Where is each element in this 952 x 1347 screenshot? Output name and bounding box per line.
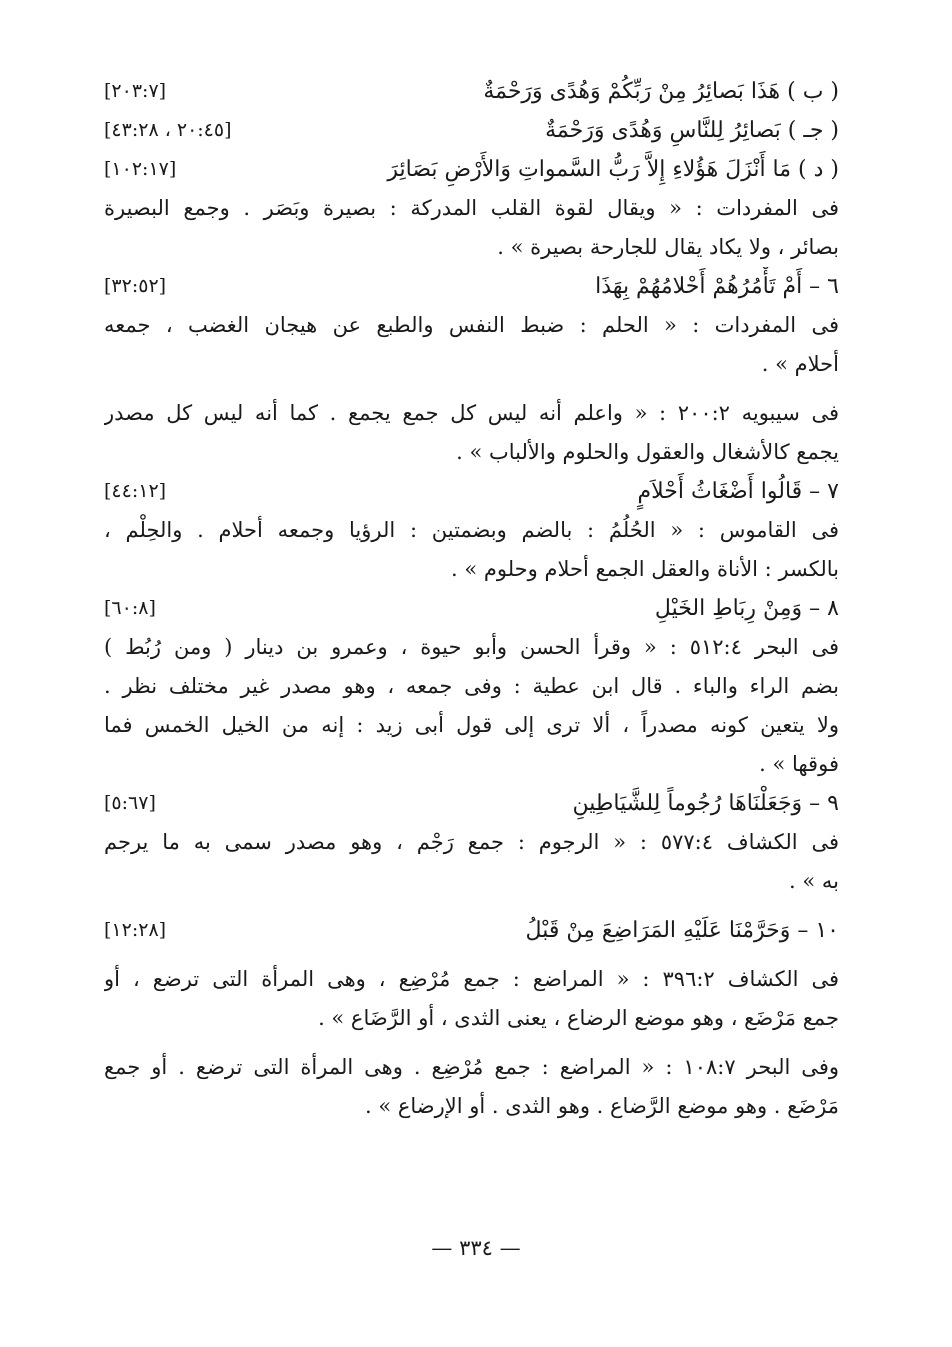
verse-reference: [٣٢:٥٢] [104, 275, 167, 297]
verse-reference: [٢٠:٤٥ ، ٤٣:٢٨] [104, 119, 232, 141]
commentary-text: به » . [789, 869, 839, 893]
commentary-line [104, 745, 839, 784]
commentary-text: جمع مَرْضَع ، وهو موضع الرضاع ، يعنى الثدى ، أو الرَّضَاع » . [318, 1006, 839, 1030]
commentary-text: فى الكشاف ٥٧٧:٤ : « الرجوم : جمع رَجْم ، وهو مصدر سمى به ما يرجم [104, 830, 839, 854]
commentary-line [104, 511, 839, 550]
commentary-line [104, 433, 839, 472]
verse-line [104, 784, 839, 823]
commentary-text: وفى البحر ١٠٨:٧ : « المراضع : جمع مُرْضِع . وهى المرأة التى ترضع . أو جمع [104, 1055, 839, 1079]
verse-reference: [١٠٢:١٧] [104, 158, 177, 180]
commentary-line [104, 228, 839, 267]
verse-text: ٩ – وَجَعَلْنَاهَا رُجُوماً لِلشَّيَاطِينِ [572, 791, 839, 816]
commentary-text: فى الكشاف ٣٩٦:٢ : « المراضع : جمع مُرْضِع ، وهى المرأة التى ترضع ، أو [104, 967, 839, 991]
commentary-line [104, 999, 839, 1038]
commentary-text: فوقها » . [759, 752, 839, 776]
commentary-text: بصائر ، ولا يكاد يقال للجارحة بصيرة » . [497, 235, 839, 259]
verse-reference: [٥:٦٧] [104, 792, 156, 814]
verse-line [104, 267, 839, 306]
commentary-line [104, 394, 839, 433]
commentary-line [104, 189, 839, 228]
commentary-line [104, 862, 839, 901]
verse-reference: [٢٠٣:٧] [104, 80, 167, 102]
commentary-text: فى سيبويه ٢٠٠:٢ : « واعلم أنه ليس كل جمع يجمع . كما أنه ليس كل مصدر [104, 401, 839, 425]
verse-text: ٧ – قَالُوا أَضْغَاثُ أَحْلاَمٍ [637, 479, 839, 504]
commentary-text: فى المفردات : « الحلم : ضبط النفس والطبع عن هيجان الغضب ، جمعه [104, 313, 839, 337]
document-page [104, 72, 839, 1272]
verse-text: ( ب ) هَذَا بَصائِرُ مِنْ رَبِّكُمْ وَهُدًى وَرَحْمَةٌ [483, 79, 839, 104]
commentary-text: بالكسر : الأناة والعقل الجمع أحلام وحلوم » . [450, 557, 839, 581]
commentary-line [104, 1087, 839, 1126]
verse-line [104, 72, 839, 111]
commentary-line [104, 667, 839, 706]
commentary-line [104, 823, 839, 862]
page-number: — ٣٣٤ — [431, 1236, 521, 1260]
verse-line [104, 472, 839, 511]
verse-text: ٦ – أَمْ تَأْمُرُهُمْ أَحْلامُهُمْ بِهَذَا [595, 274, 839, 299]
verse-text: ( د ) مَا أَنْزَلَ هَؤُلاءِ إِلاَّ رَبُّ السَّمواتِ وَالأَرْضِ بَصَائِرَ [387, 157, 839, 182]
commentary-text: أحلام » . [761, 352, 839, 376]
verse-line [104, 911, 839, 950]
commentary-line [104, 550, 839, 589]
commentary-text: ولا يتعين كونه مصدراً ، ألا ترى إلى قول أبى زيد : إنه من الخيل الخمس فما [104, 713, 839, 737]
commentary-text: فى القاموس : « الحُلُمُ : بالضم وبضمتين : الرؤيا وجمعه أحلام . والحِلْم ، [104, 518, 839, 542]
commentary-line [104, 628, 839, 667]
commentary-line [104, 306, 839, 345]
verse-text: ٨ – وَمِنْ رِبَاطِ الخَيْلِ [654, 596, 839, 621]
commentary-text: يجمع كالأشغال والعقول والحلوم والألباب » . [456, 440, 839, 464]
verse-line [104, 150, 839, 189]
verse-line [104, 589, 839, 628]
verse-reference: [١٢:٢٨] [104, 919, 167, 941]
commentary-line [104, 345, 839, 384]
commentary-text: فى البحر ٥١٢:٤ : « وقرأ الحسن وأبو حيوة ، وعمرو بن دينار ( ومن رُبُط ) [104, 635, 839, 659]
verse-reference: [٦٠:٨] [104, 597, 156, 619]
verse-reference: [٤٤:١٢] [104, 480, 167, 502]
verse-line [104, 111, 839, 150]
commentary-text: مَرْضَع . وهو موضع الرَّضاع . وهو الثدى . أو الإرضاع » . [364, 1094, 839, 1118]
commentary-line [104, 960, 839, 999]
commentary-text: بضم الراء والباء . قال ابن عطية : وفى جمعه ، وهو مصدر غير مختلف نظر . [104, 674, 839, 698]
verse-text: ( جـ ) بَصائِرُ لِلنَّاسِ وَهُدًى وَرَحْمَةٌ [545, 118, 839, 143]
commentary-line [104, 1048, 839, 1087]
verse-text: ١٠ – وَحَرَّمْنَا عَلَيْهِ المَرَاضِعَ مِنْ قَبْلُ [525, 918, 839, 943]
commentary-line [104, 706, 839, 745]
commentary-text: فى المفردات : « ويقال لقوة القلب المدركة : بصيرة وبَصَر . وجمع البصيرة [104, 196, 839, 220]
